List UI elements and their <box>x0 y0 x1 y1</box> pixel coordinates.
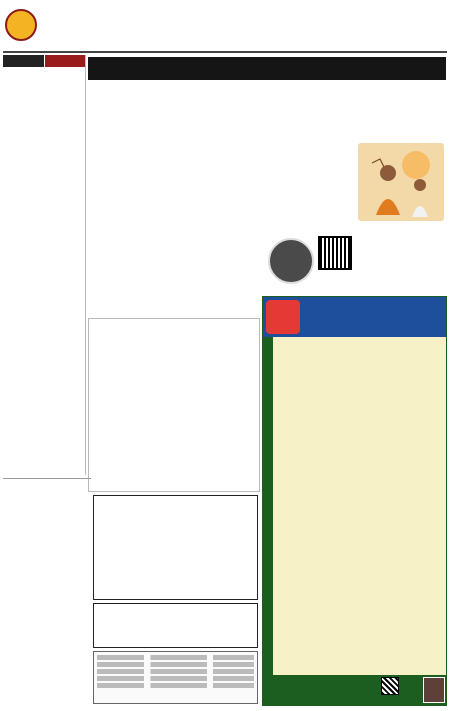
article-column-1 <box>90 86 176 314</box>
public-notice <box>93 651 258 704</box>
notice-row <box>97 683 254 688</box>
sslc-body <box>275 339 445 341</box>
ad-change-of-name <box>93 495 258 600</box>
sslc-header <box>263 297 446 337</box>
sslc-footer <box>263 675 447 706</box>
notice-row <box>97 655 254 660</box>
logo-emblem <box>5 9 37 41</box>
masthead <box>0 7 450 51</box>
sidebar-wish <box>3 74 85 76</box>
notice-row <box>97 662 254 667</box>
news-gandhi-essay <box>3 478 91 704</box>
tab-2[interactable] <box>45 55 86 67</box>
sslc-badge <box>266 300 300 334</box>
article-column-3 <box>270 86 356 236</box>
sslc-qr-code[interactable] <box>381 677 399 695</box>
notice-row <box>97 676 254 681</box>
article-column-4 <box>360 225 446 293</box>
notice-row <box>97 669 254 674</box>
qr-code[interactable] <box>318 236 352 270</box>
name-change-text <box>94 496 257 498</box>
news-law-stipend <box>88 318 260 492</box>
color-dots-top <box>136 8 226 14</box>
sslc-photo <box>423 677 445 703</box>
author-photo <box>268 238 314 284</box>
bottom-bar <box>0 705 450 711</box>
name2-text <box>94 604 257 606</box>
notice-title <box>94 652 257 653</box>
tab-1[interactable] <box>3 55 44 67</box>
article-column-2 <box>180 86 266 314</box>
sslc-special <box>262 296 447 706</box>
top-bar <box>0 0 450 7</box>
sidebar-tabs <box>3 55 85 67</box>
main-headline <box>88 57 446 80</box>
sidebar <box>3 55 86 475</box>
news2-headline <box>89 319 259 321</box>
masthead-rule <box>3 51 447 53</box>
guru-illustration <box>358 143 444 221</box>
sslc-vertical-bar <box>263 337 273 675</box>
ad-name-change-kannada <box>93 603 258 648</box>
sidebar-list <box>3 81 85 82</box>
